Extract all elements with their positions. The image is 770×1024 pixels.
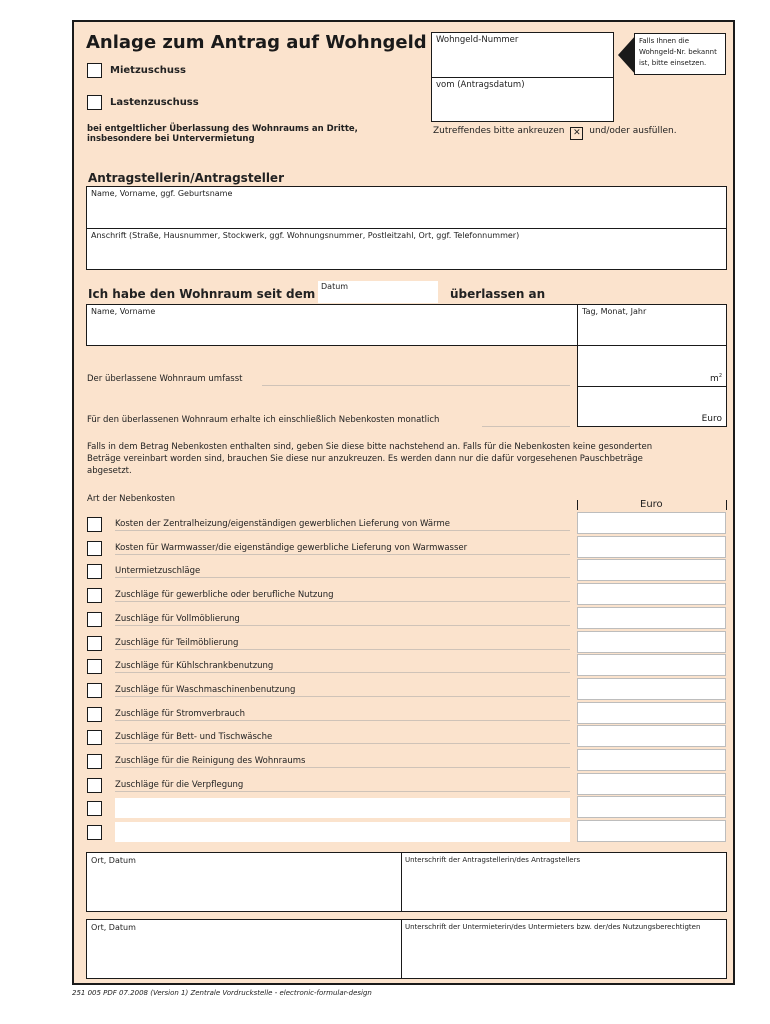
cost-item-underline xyxy=(115,696,570,697)
rent-underline xyxy=(482,426,570,427)
cost-checkbox[interactable] xyxy=(87,612,102,627)
euro-col-left-tick xyxy=(577,500,578,510)
cost-item-underline xyxy=(115,720,570,721)
cost-euro-input[interactable] xyxy=(577,583,726,605)
antragsdatum-label: vom (Antragsdatum) xyxy=(436,80,525,90)
hint-box xyxy=(634,33,726,75)
mietzuschuss-checkbox[interactable] xyxy=(87,63,102,78)
transfer-heading-right: überlassen an xyxy=(450,287,546,301)
cost-item-underline xyxy=(115,649,570,650)
cost-item-underline xyxy=(115,672,570,673)
area-underline xyxy=(262,385,570,386)
checkbox-example-icon: ✕ xyxy=(570,127,583,140)
cost-euro-input[interactable] xyxy=(577,820,726,842)
cost-checkbox[interactable] xyxy=(87,683,102,698)
cost-euro-input[interactable] xyxy=(577,749,726,771)
form-title: Anlage zum Antrag auf Wohngeld xyxy=(86,32,427,53)
instruction-text xyxy=(433,126,677,140)
costs-euro-header: Euro xyxy=(640,499,663,510)
transfer-date-field[interactable] xyxy=(318,281,438,303)
cost-checkbox[interactable] xyxy=(87,588,102,603)
cost-item-underline xyxy=(115,625,570,626)
cost-checkbox[interactable] xyxy=(87,754,102,769)
cost-item-label: Zuschläge für Bett- und Tischwäsche xyxy=(115,732,273,742)
cost-checkbox[interactable] xyxy=(87,517,102,532)
custom-cost-input[interactable] xyxy=(115,822,570,842)
cost-item-underline xyxy=(115,743,570,744)
cost-item-label: Zuschläge für gewerbliche oder berufliche Nutzung xyxy=(115,590,334,600)
cost-item-label: Zuschläge für Stromverbrauch xyxy=(115,709,245,719)
euro-col-right-tick xyxy=(726,500,727,510)
cost-item-underline xyxy=(115,791,570,792)
lastenzuschuss-label: Lastenzuschuss xyxy=(110,97,199,108)
cost-checkbox[interactable] xyxy=(87,636,102,651)
applicant-address-field[interactable] xyxy=(86,228,727,270)
cost-euro-input[interactable] xyxy=(577,773,726,795)
instruction-before: Zutreffendes bitte ankreuzen xyxy=(433,126,565,136)
transferee-date-label: Tag, Monat, Jahr xyxy=(582,307,647,316)
signature-field-1[interactable] xyxy=(401,852,727,912)
ort-datum-field-2[interactable] xyxy=(86,919,402,979)
cost-checkbox[interactable] xyxy=(87,659,102,674)
info-line-1: Falls in dem Betrag Nebenkosten enthalten sind, geben Sie diese bitte nachstehend an. Falls für die Nebenkosten keine gesonderten xyxy=(87,442,653,452)
cost-item-label: Zuschläge für Teilmöblierung xyxy=(115,638,239,648)
info-line-3: abgesetzt. xyxy=(87,466,132,476)
applicant-name-field[interactable] xyxy=(86,186,727,229)
ort-datum-field-1[interactable] xyxy=(86,852,402,912)
cost-item-label: Zuschläge für Kühlschrankbenutzung xyxy=(115,661,274,671)
cost-checkbox[interactable] xyxy=(87,564,102,579)
cost-item-label: Untermietzuschläge xyxy=(115,566,201,576)
transfer-date-label: Datum xyxy=(321,282,349,291)
cost-item-label: Zuschläge für Vollmöblierung xyxy=(115,614,240,624)
cost-item-underline xyxy=(115,554,570,555)
cost-euro-input[interactable] xyxy=(577,512,726,534)
cost-checkbox[interactable] xyxy=(87,801,102,816)
cost-checkbox[interactable] xyxy=(87,825,102,840)
cost-checkbox[interactable] xyxy=(87,541,102,556)
applicant-address-label: Anschrift (Straße, Hausnummer, Stockwerk, ggf. Wohnungsnummer, Postleitzahl, Ort, ggf. Telefonnummer) xyxy=(91,231,520,240)
applicant-name-label: Name, Vorname, ggf. Geburtsname xyxy=(91,189,233,198)
cost-euro-input[interactable] xyxy=(577,678,726,700)
instruction-after: und/oder ausfüllen. xyxy=(589,126,677,136)
signature-field-2[interactable] xyxy=(401,919,727,979)
applicant-heading: Antragstellerin/Antragsteller xyxy=(88,171,284,185)
hint-line-1: Falls Ihnen die xyxy=(639,37,690,45)
cost-item-underline xyxy=(115,601,570,602)
cost-item-underline xyxy=(115,577,570,578)
info-line-2: Beträge vereinbart worden sind, brauchen Sie diese nur anzukreuzen. Es werden dann nur die dafür vorgesehenen Pauschbeträge xyxy=(87,454,643,464)
lastenzuschuss-checkbox[interactable] xyxy=(87,95,102,110)
transferee-name-field[interactable] xyxy=(86,304,578,346)
note-line-2: insbesondere bei Untervermietung xyxy=(87,134,255,144)
note-line-1: bei entgeltlicher Überlassung des Wohnraums an Dritte, xyxy=(87,124,358,134)
antragsdatum-field[interactable] xyxy=(431,77,614,122)
custom-cost-input[interactable] xyxy=(115,798,570,818)
cost-item-label: Kosten der Zentralheizung/eigenständigen gewerblichen Lieferung von Wärme xyxy=(115,519,450,529)
cost-item-label: Zuschläge für Waschmaschinenbenutzung xyxy=(115,685,296,695)
footer-text: 251 005 PDF 07.2008 (Version 1) Zentrale Vordruckstelle - electronic-formular-design xyxy=(72,989,372,997)
cost-item-label: Zuschläge für die Verpflegung xyxy=(115,780,244,790)
cost-euro-input[interactable] xyxy=(577,796,726,818)
hint-line-2: Wohngeld-Nr. bekannt xyxy=(639,48,717,56)
cost-checkbox[interactable] xyxy=(87,730,102,745)
area-unit-sup: 2 xyxy=(718,373,722,379)
costs-heading: Art der Nebenkosten xyxy=(87,494,175,504)
signature-label-2: Unterschrift der Untermieterin/des Untermieters bzw. der/des Nutzungsberechtigten xyxy=(405,923,701,931)
cost-item-label: Zuschläge für die Reinigung des Wohnraums xyxy=(115,756,306,766)
transferee-date-field[interactable] xyxy=(577,304,727,346)
cost-euro-input[interactable] xyxy=(577,702,726,724)
rent-unit: Euro xyxy=(701,414,722,424)
area-field[interactable] xyxy=(577,345,727,387)
transfer-heading-left: Ich habe den Wohnraum seit dem xyxy=(88,287,316,301)
ort-datum-label-1: Ort, Datum xyxy=(91,856,136,865)
cost-checkbox[interactable] xyxy=(87,707,102,722)
cost-euro-input[interactable] xyxy=(577,631,726,653)
wohngeld-nummer-label: Wohngeld-Nummer xyxy=(436,35,519,45)
signature-label-1: Unterschrift der Antragstellerin/des Antragstellers xyxy=(405,856,581,864)
hint-line-3: ist, bitte einsetzen. xyxy=(639,59,707,67)
transferee-name-label: Name, Vorname xyxy=(91,307,156,316)
ort-datum-label-2: Ort, Datum xyxy=(91,923,136,932)
cost-item-underline xyxy=(115,530,570,531)
rent-field[interactable] xyxy=(577,386,727,427)
area-text: Der überlassene Wohnraum umfasst xyxy=(87,374,243,384)
cost-checkbox[interactable] xyxy=(87,778,102,793)
cost-item-label: Kosten für Warmwasser/die eigenständige gewerbliche Lieferung von Warmwasser xyxy=(115,543,468,553)
rent-text: Für den überlassenen Wohnraum erhalte ich einschließlich Nebenkosten monatlich xyxy=(87,415,440,425)
cost-euro-input[interactable] xyxy=(577,654,726,676)
cost-euro-input[interactable] xyxy=(577,607,726,629)
cost-euro-input[interactable] xyxy=(577,559,726,581)
mietzuschuss-label: Mietzuschuss xyxy=(110,65,186,76)
cost-euro-input[interactable] xyxy=(577,725,726,747)
area-unit: $m^2$ xyxy=(710,373,722,384)
cost-item-underline xyxy=(115,767,570,768)
cost-euro-input[interactable] xyxy=(577,536,726,558)
wohngeld-nummer-field[interactable] xyxy=(431,32,614,78)
